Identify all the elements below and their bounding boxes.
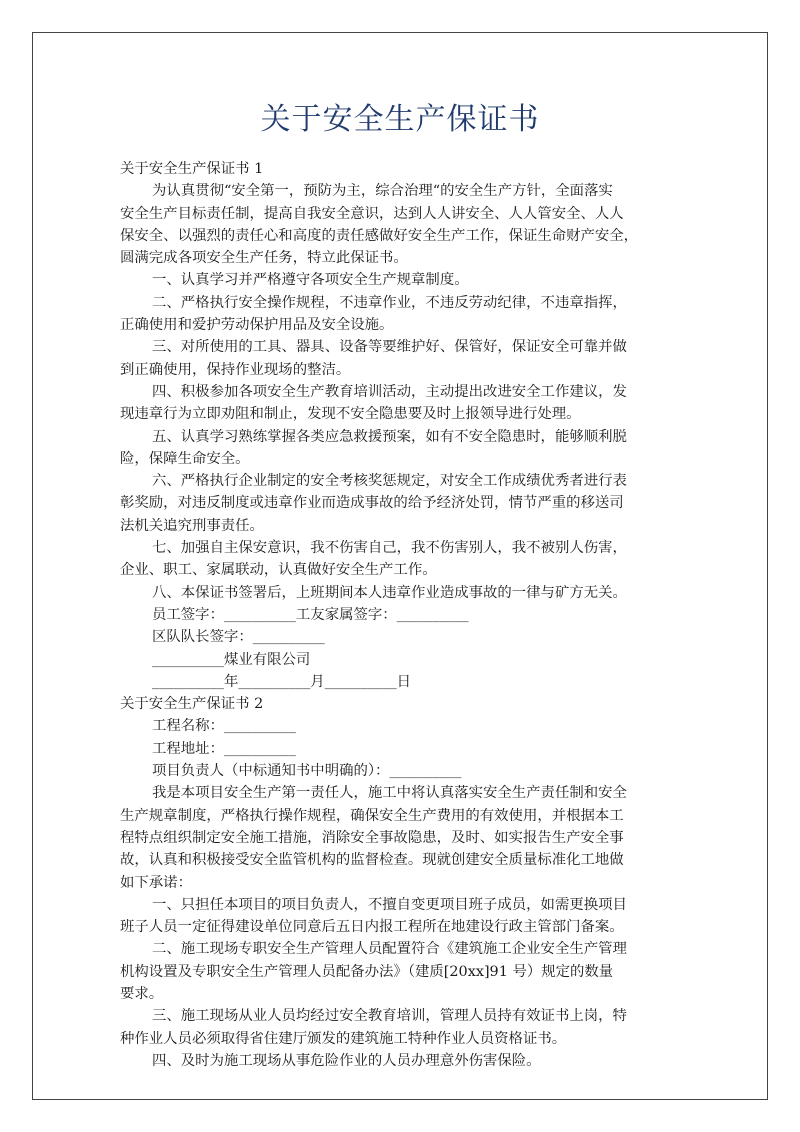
text-line: 工程地址：__________ bbox=[152, 740, 296, 757]
document-body bbox=[120, 158, 682, 1072]
text-line: __________煤业有限公司 bbox=[152, 651, 311, 668]
text-line: 如下承诺： bbox=[120, 874, 192, 891]
text-line: 险，保障生命安全。 bbox=[120, 450, 250, 467]
text-line: 员工签字：__________工友家属签字：__________ bbox=[152, 606, 469, 623]
text-line: 关于安全生产保证书 2 bbox=[120, 696, 264, 713]
text-line: 到正确使用，保持作业现场的整洁。 bbox=[120, 361, 351, 378]
text-line: 正确使用和爱护劳动保护用品及安全设施。 bbox=[120, 317, 394, 334]
text-line: 工程名称：__________ bbox=[152, 718, 296, 735]
text-line: 企业、职工、家属联动，认真做好安全生产工作。 bbox=[120, 562, 437, 579]
text-line: 五、认真学习熟练掌握各类应急救援预案，如有不安全隐患时，能够顺利脱 bbox=[152, 428, 627, 445]
text-line: 要求。 bbox=[120, 985, 164, 1002]
text-line: 法机关追究刑事责任。 bbox=[120, 517, 264, 534]
text-line: 保安全、以强烈的责任心和高度的责任感做好安全生产工作，保证生命财产安全， bbox=[120, 227, 639, 244]
text-line: 种作业人员必须取得省住建厅颁发的建筑施工特种作业人员资格证书。 bbox=[120, 1030, 567, 1047]
text-line: 为认真贯彻“安全第一，预防为主，综合治理“的安全生产方针，全面落实 bbox=[152, 183, 613, 200]
text-line: 六、严格执行企业制定的安全考核奖惩规定，对安全工作成绩优秀者进行表 bbox=[152, 473, 627, 490]
text-line: 我是本项目安全生产第一责任人，施工中将认真落实安全生产责任制和安全 bbox=[152, 785, 627, 802]
text-line: 班子人员一定征得建设单位同意后五日内报工程所在地建设行政主管部门备案。 bbox=[120, 919, 624, 936]
text-line: 区队队长签字：__________ bbox=[152, 629, 325, 646]
text-line: 八、本保证书签署后，上班期间本人违章作业造成事故的一律与矿方无关。 bbox=[152, 584, 627, 601]
text-line: 一、只担任本项目的项目负责人，不擅自变更项目班子成员，如需更换项目 bbox=[152, 896, 627, 913]
text-line: __________年__________月__________日 bbox=[152, 673, 412, 690]
text-line: 故，认真和积极接受安全监管机构的监督检查。现就创建安全质量标准化工地做 bbox=[120, 852, 624, 869]
text-line: 项目负责人（中标通知书中明确的）：__________ bbox=[152, 763, 462, 780]
text-line: 四、积极参加各项安全生产教育培训活动，主动提出改进安全工作建议，发 bbox=[152, 383, 627, 400]
text-line: 安全生产目标责任制，提高自我安全意识，达到人人讲安全、人人管安全、人人 bbox=[120, 205, 624, 222]
text-line: 三、对所使用的工具、器具、设备等要维护好、保管好，保证安全可靠并做 bbox=[152, 339, 627, 356]
text-line: 程特点组织制定安全施工措施，消除安全事故隐患，及时、如实报告生产安全事 bbox=[120, 829, 624, 846]
text-line: 机构设置及专职安全生产管理人员配备办法》（建质[20xx]91 号）规定的数量 bbox=[120, 963, 614, 980]
text-line: 二、施工现场专职安全生产管理人员配置符合《建筑施工企业安全生产管理 bbox=[152, 941, 627, 958]
text-line: 四、及时为施工现场从事危险作业的人员办理意外伤害保险。 bbox=[152, 1052, 541, 1069]
document-title: 关于安全生产保证书 bbox=[260, 102, 540, 137]
text-line: 现违章行为立即劝阻和制止，发现不安全隐患要及时上报领导进行处理。 bbox=[120, 406, 581, 423]
text-line: 圆满完成各项安全生产任务，特立此保证书。 bbox=[120, 250, 408, 267]
text-line: 七、加强自主保安意识，我不伤害自己，我不伤害别人，我不被别人伤害， bbox=[152, 540, 627, 557]
text-line: 彰奖励，对违反制度或违章作业而造成事故的给予经济处罚，情节严重的移送司 bbox=[120, 495, 624, 512]
text-line: 三、施工现场从业人员均经过安全教育培训，管理人员持有效证书上岗，特 bbox=[152, 1008, 627, 1025]
text-line: 生产规章制度，严格执行操作规程，确保安全生产费用的有效使用，并根据本工 bbox=[120, 807, 624, 824]
text-line: 一、认真学习并严格遵守各项安全生产规章制度。 bbox=[152, 272, 469, 289]
text-line: 二、严格执行安全操作规程，不违章作业，不违反劳动纪律，不违章指挥， bbox=[152, 294, 627, 311]
text-line: 关于安全生产保证书 1 bbox=[120, 161, 264, 177]
